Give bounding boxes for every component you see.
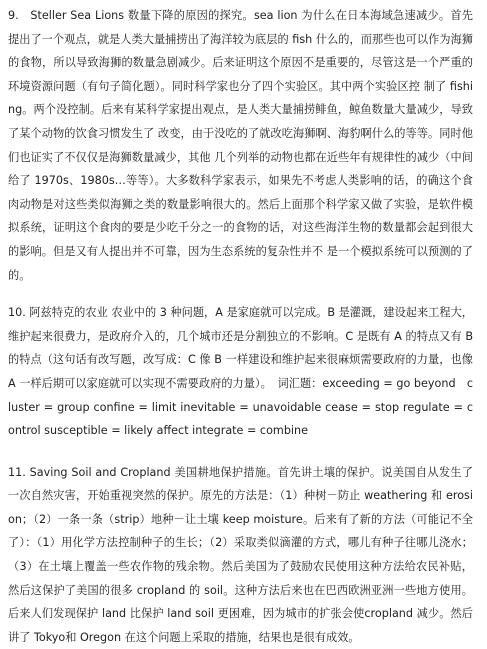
paragraph-11: 11. Saving Soil and Cropland 美国耕地保护措施。首先讲土壤的保护。说美国自从发生了一次自然灾害，开始重视突然的保护。原先的方法是：（1）种树－防止 weathering 和 erosion；（2）一条一条（strip）地种－让土壤 keep moisture。后来有了新的方法（可能记不全了）：（1）用化学方法控制种子的生长；（2）采取类似滴灌的方式，哪儿有种子往哪儿浇水；（3）在土壤上覆盖一些农作物的残余物。然后美国为了鼓励农民使用这种方法给农民补贴，然后这保护了美国的很多 cropland 的 soil。这种方法后来也在巴西欧洲亚洲一些地方使用。后来人们发现保护 land 比保护 land soil 更困难，因为城市的扩张会使cropland 减少。然后讲了 Tokyo和 Oregon 在这个问题上采取的措施，结果也是很有成效。 — [8, 465, 473, 644]
paragraph-10: 10. 阿兹特克的农业 农业中的 3 种问题，A 是家庭就可以完成。B 是灌溉，建设起来工程大，维护起来很费力，是政府介入的，几个城市还是分割独立的不影响。C 是既有 A 的特点又有 B 的特点（这句话有改写题，改写成：C 像 B 一样建设和维护起来很麻烦需要政府的力量，也像 A 一样后期可以家庭就可以实现不需要政府的力量）。 词汇题：exceeding = go beyond cluster = group confine = limit inevitable = unavoidable cease = stop regulate = control susceptible = likely affect integrate = combine — [8, 306, 473, 438]
paragraph-9: 9. Steller Sea Lions 数量下降的原因的探究。sea lion 为什么在日本海域急速减少。首先提出了一个观点，就是人类大量捕捞出了海洋较为底层的 fish 什么的，而那些也可以作为海狮的食物，所以导致海狮的数量急剧减少。后来证明这个原因不是重要的，尽管这是一个严重的环境资源问题（有句子简化题）。同时科学家也分了四个实验区。其中两个实验区控 制了 fishing。两个没控制。后来有某科学家提出观点，是人类大量捕捞鲱鱼，鲸鱼数量大量减少，导致了某个动物的饮食习惯发生了 改变，由于没吃的了就改吃海狮啊、海豹啊什么的等等。同时他们也证实了不仅仅是海狮数量减少，其他 几个列举的动物也都在近些年有规律性的减少（中间给了 1970s、1980s…等等）。大多数科学家表示，如果先不考虑人类影响的话，的确这个食肉动物是对这些类似海狮之类的数量影响很大的。然后上面那个科学家又做了实验，是软件模拟系统，证明这个食肉的要是少吃千分之一的食物的话，对这些海洋生物的数量都会起到很大的影响。但是又有人提出并不可靠，因为生态系统的复杂性并不 是一个模拟系统可以预测的了的。 — [8, 9, 473, 282]
